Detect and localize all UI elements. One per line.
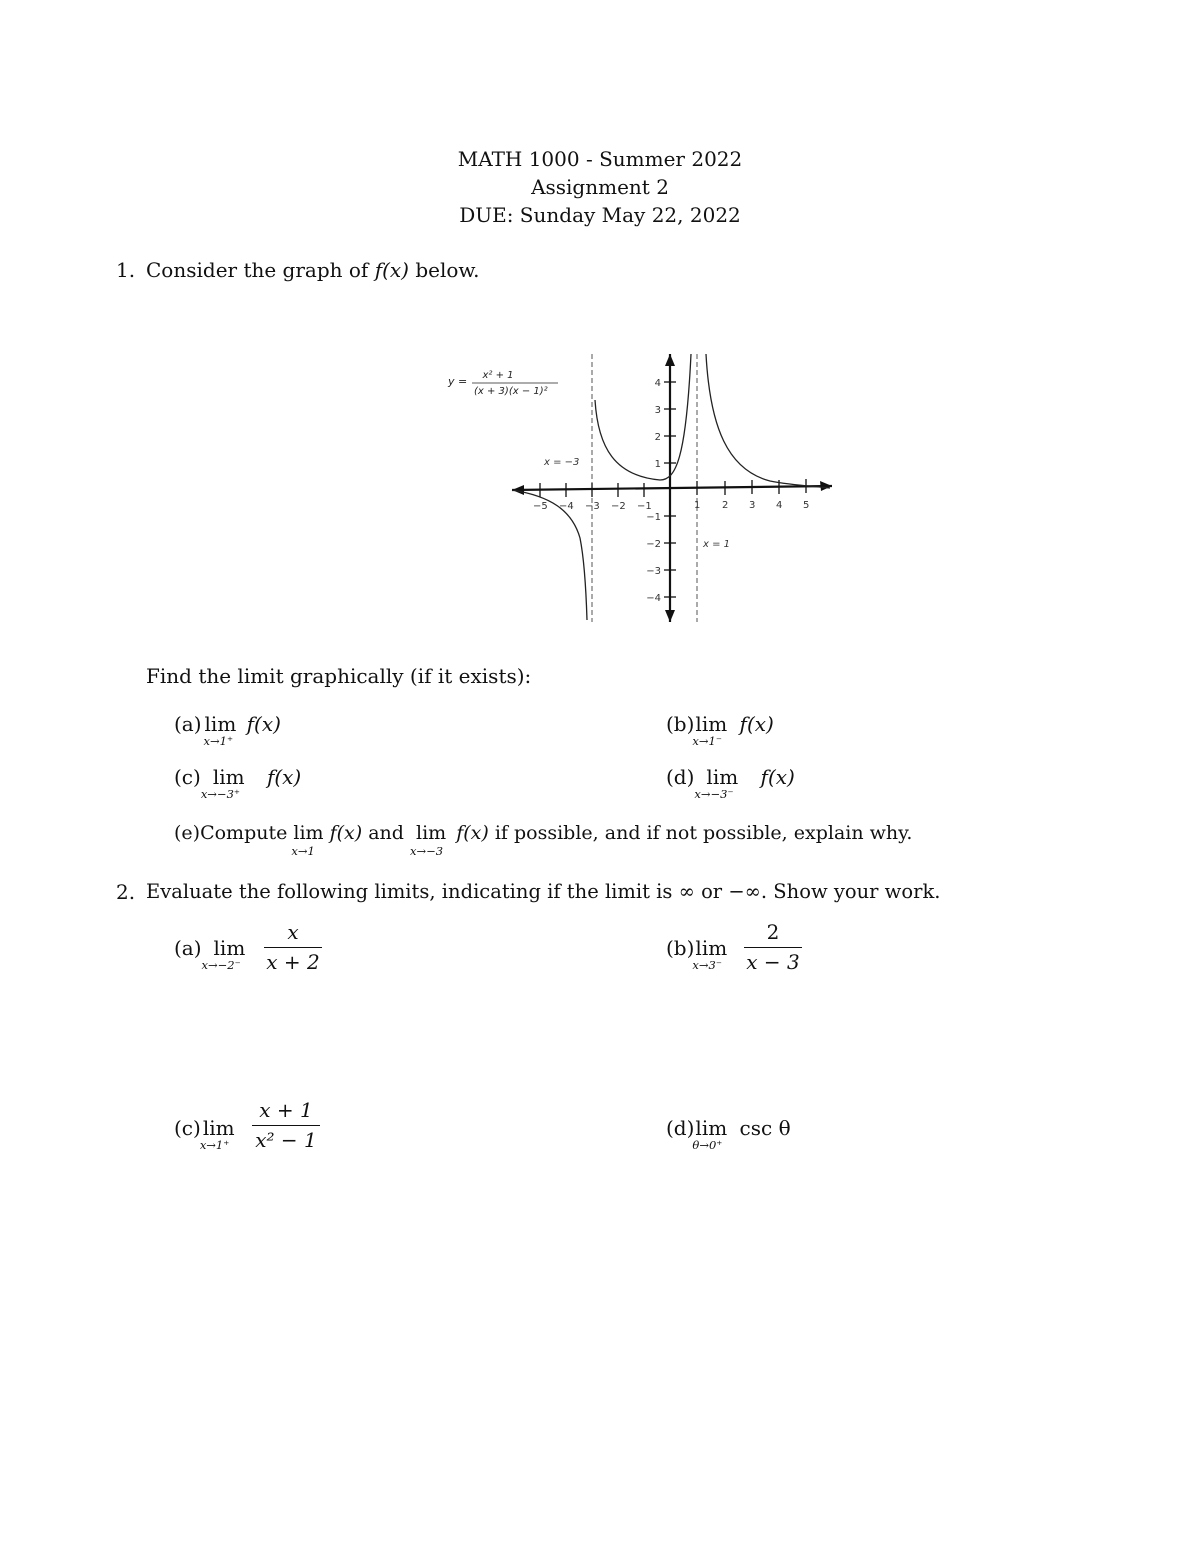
- q2-part-b: [666, 936, 728, 972]
- lim-subscript: x→1: [291, 844, 315, 858]
- q1-part-b-label: (b): [666, 712, 695, 736]
- due-date: DUE: Sunday May 22, 2022: [459, 203, 741, 227]
- q1-part-d: [666, 765, 795, 801]
- x-tick-label: −5: [533, 501, 548, 512]
- q2-part-c-fraction: [252, 1098, 320, 1152]
- q2-part-c: [174, 1116, 235, 1152]
- x-tick-label: 2: [722, 500, 729, 511]
- fraction-bar: [264, 947, 322, 948]
- asymptote-left-label: x = −3: [544, 457, 580, 468]
- lim-operator: lim: [706, 765, 739, 789]
- x-tick-label: 5: [803, 500, 810, 511]
- function-expression: f(x): [760, 765, 795, 789]
- q1-part-e-tail: if possible, and if not possible, explain why.: [494, 822, 913, 844]
- q1-part-e: [174, 822, 913, 858]
- curve-right-branch: [706, 354, 830, 488]
- question-2-number: 2.: [116, 880, 136, 904]
- lim-subscript: x→1⁻: [692, 734, 722, 748]
- lim-operator: lim: [695, 1116, 728, 1140]
- q1-part-c-label: (c): [174, 765, 201, 789]
- x-tick-label: −4: [559, 501, 574, 512]
- y-tick-label: 4: [654, 378, 661, 389]
- q2-part-b-limit: [692, 936, 728, 972]
- y-tick-labels: [646, 378, 661, 604]
- curve-left-branch: [512, 490, 587, 620]
- q1-part-a: [174, 712, 281, 748]
- q2-part-c-label: (c): [174, 1116, 201, 1140]
- lim-subscript: x→3⁻: [692, 958, 722, 972]
- x-axis: [512, 486, 832, 490]
- lim-operator: lim: [695, 936, 728, 960]
- function-expression: f(x): [739, 712, 774, 736]
- lim-operator: lim: [416, 822, 447, 844]
- fraction-numerator: x: [287, 920, 299, 944]
- lim-subscript: x→−3⁻: [694, 787, 734, 801]
- x-axis-arrow-right: [820, 481, 832, 491]
- x-tick-label: −1: [637, 501, 652, 512]
- lim-subscript: x→−3: [410, 844, 444, 858]
- q1-part-a-label: (a): [174, 712, 202, 736]
- y-tick-label: −1: [646, 512, 661, 523]
- q1-part-c-limit: [200, 765, 245, 801]
- q2-part-a: [174, 936, 246, 972]
- lim-operator: lim: [213, 936, 246, 960]
- graph-equation-denominator: (x + 3)(x − 1)²: [474, 386, 548, 397]
- x-tick-labels: [533, 500, 809, 512]
- question-1-number: 1.: [116, 258, 136, 282]
- q2-part-a-limit: [201, 936, 246, 972]
- y-tick-label: −2: [646, 539, 661, 550]
- q2-part-d-label: (d): [666, 1116, 695, 1140]
- q2-part-a-fraction: [264, 920, 322, 974]
- find-limit-instruction: Find the limit graphically (if it exists):: [146, 664, 532, 688]
- q1-part-d-limit: [694, 765, 739, 801]
- q2-part-d: [666, 1116, 791, 1152]
- asymptote-right-label: x = 1: [703, 539, 731, 550]
- y-axis-arrow-up: [665, 354, 675, 366]
- fraction-numerator: 2: [766, 920, 780, 944]
- q1-part-b-limit: [692, 712, 728, 748]
- q2-part-d-limit: [692, 1116, 728, 1152]
- function-expression: f(x): [266, 765, 302, 789]
- q1-part-e-limit-1: [291, 822, 324, 858]
- lim-subscript: x→−3⁺: [200, 787, 240, 801]
- x-tick-label: 3: [749, 500, 756, 511]
- curve-middle-branch: [595, 354, 691, 480]
- function-graph: [440, 348, 840, 628]
- function-expression: f(x): [456, 822, 489, 844]
- function-expression: f(x): [329, 822, 363, 844]
- y-axis-arrow-down: [665, 610, 675, 622]
- q2-part-c-limit: [199, 1116, 235, 1152]
- fraction-bar: [744, 947, 802, 948]
- q1-part-d-label: (d): [666, 765, 695, 789]
- lim-subscript: θ→0⁺: [692, 1138, 723, 1152]
- x-tick-label: −2: [611, 501, 626, 512]
- q1-part-e-limit-2: [410, 822, 447, 858]
- fraction-denominator: x + 2: [266, 950, 320, 974]
- y-tick-label: −3: [646, 566, 661, 577]
- cosecant-expression: csc θ: [739, 1116, 791, 1140]
- lim-operator: lim: [212, 765, 245, 789]
- fraction-denominator: x² − 1: [255, 1128, 317, 1152]
- y-tick-label: −4: [646, 593, 661, 604]
- graph-equation-lhs: y =: [448, 375, 468, 388]
- q2-part-b-label: (b): [666, 936, 695, 960]
- lim-operator: lim: [202, 1116, 235, 1140]
- lim-subscript: x→−2⁻: [201, 958, 241, 972]
- function-expression: f(x): [246, 712, 281, 736]
- fraction-denominator: x − 3: [746, 950, 800, 974]
- lim-operator: lim: [293, 822, 324, 844]
- x-tick-label: −3: [585, 501, 600, 512]
- q1-part-e-label: (e)Compute: [174, 822, 288, 844]
- assignment-title: Assignment 2: [531, 175, 669, 199]
- question-1-intro-text: Consider the graph of: [146, 258, 375, 282]
- question-1-function: f(x): [374, 258, 409, 282]
- lim-operator: lim: [695, 712, 728, 736]
- x-tick-label: 1: [694, 500, 701, 511]
- lim-operator: lim: [204, 712, 237, 736]
- graph-equation-numerator: x² + 1: [482, 370, 514, 381]
- question-2-intro: Evaluate the following limits, indicating if the limit is ∞ or −∞. Show your work.: [146, 880, 941, 903]
- question-1-intro: [146, 258, 480, 282]
- y-tick-label: 1: [654, 459, 661, 470]
- fraction-bar: [252, 1125, 320, 1126]
- lim-subscript: x→1⁺: [203, 734, 234, 748]
- q2-part-a-label: (a): [174, 936, 202, 960]
- fraction-numerator: x + 1: [259, 1098, 313, 1122]
- y-tick-label: 2: [654, 432, 661, 443]
- course-title: MATH 1000 - Summer 2022: [457, 147, 743, 171]
- x-tick-label: 4: [776, 500, 783, 511]
- q2-part-b-fraction: [744, 920, 802, 974]
- lim-subscript: x→1⁺: [199, 1138, 230, 1152]
- q1-part-c: [174, 765, 302, 801]
- conjunction-and: and: [368, 822, 404, 844]
- q1-part-b: [666, 712, 774, 748]
- q1-part-a-limit: [203, 712, 237, 748]
- question-1-intro-tail: below.: [408, 258, 480, 282]
- y-tick-label: 3: [654, 405, 661, 416]
